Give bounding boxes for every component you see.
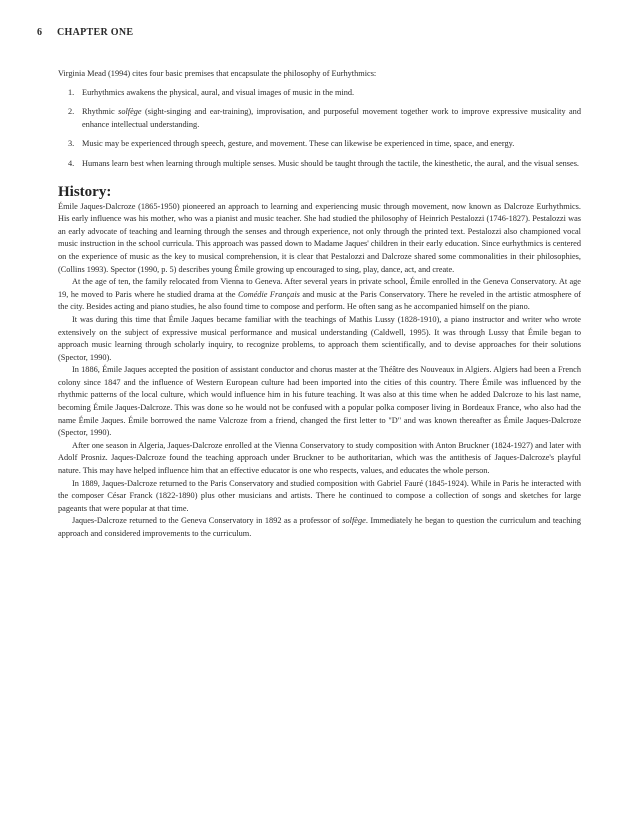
list-item-number: 2. [68,107,75,117]
text-run: Rhythmic [82,107,119,117]
text-run: (sight-singing and ear-training), improvisation, and purposeful movement together work to improve expressive musicality and enhance intellectual understanding. [82,107,581,129]
body-paragraph [58,276,581,314]
body-paragraph: In 1889, Jaques-Dalcroze returned to the Paris Conservatory and studied composition with Gabriel Fauré (1845-1924). While in Paris he interacted with the composer César Franck (1822-1890) plus other musicians and artists. There he continued to compose a collection of songs and sketches for large pageants that were popular at that time. [58,478,581,513]
italic-term: solfège [118,107,142,117]
section-heading: History: [58,183,112,200]
list-item-text: Humans learn best when learning through multiple senses. Music should be taught through the tactile, the kinesthetic, the aural, and the visual senses. [82,158,580,168]
body-paragraph: Émile Jaques-Dalcroze (1865-1950) pioneered an approach to learning and experiencing music through movement, now known as Dalcroze Eurhythmics. His early influence was his mother, who was a pianist and music teacher. She had studied the philosophy of Heinrich Pestalozzi (1746-1827). Pestalozzi was an early advocate of teaching and learning through the senses and through experience, not only through the printed text. Pestalozzi also championed vocal music instruction in the school curricula. This approach was passed down to Madame Jaques' children in their early education. Since eurhythmics is centered on the experience of music as the key to musical comprehension, it is clear that Pestalozzi and Dalcroze shared some commonalities in their philosophies, (Collins 1993). Spector (1990, p. 5) describes young Émile growing up encouraged to sing, play, dance, act, and create. [58,201,581,274]
page-number: 6 [37,27,43,38]
list-item-text: Music may be experienced through speech, gesture, and movement. These can likewise be experienced in time, space, and energy. [82,139,515,149]
text-run: At the age of ten, the family relocated from Vienna to Geneva. After several years in private school, Émile enrolled in the Geneva Conservatory. At age 19, he moved to Paris where he studied drama at the [58,277,581,299]
running-head [37,27,133,38]
text-run: and music at the Paris Conservatory. There he reveled in the artistic atmosphere of the city. Besides acting and piano studies, he also found time to compose and perform. He often sang as he accompanied himself on the piano. [58,289,581,312]
italic-term: solfège [342,516,366,526]
list-item [58,87,581,100]
list-item-number: 1. [68,87,75,97]
page-body [58,68,581,541]
body-paragraph: After one season in Algeria, Jaques-Dalcroze enrolled at the Vienna Conservatory to study composition with Anton Bruckner (1824-1927) and later with Adolf Prosniz. Jaques-Dalcroze found the teaching approach under Bruckner to be authoritarian, which was the antithesis of Jaques-Dalcroze's playful nature. This may have helped influence him that an effective educator is one who respects, values, and educates the whole person. [58,440,581,476]
body-paragraph: It was during this time that Émile Jaques became familiar with the teachings of Mathis Lussy (1828-1910), a piano instructor and writer who wrote extensively on the subject of expressive musical performance and musical understanding (Caldwell, 1995). It was through Lussy that Émile began to approach music learning through scholarly inquiry, to recognize problems, to approach them scientifically, and to devise approaches for their solutions (Spector, 1990). [58,314,581,362]
body-paragraph [58,515,581,540]
text-run: Jaques-Dalcroze returned to the Geneva Conservatory in 1892 as a professor of [72,516,343,526]
text-run: . Immediately he began to question the curriculum and teaching approach and considered improvements to the curriculum. [58,516,581,538]
list-item-text [82,107,581,129]
premises-list [58,87,581,171]
intro-paragraph: Virginia Mead (1994) cites four basic premises that encapsulate the philosophy of Eurhythmics: [58,69,377,78]
body-paragraph: In 1886, Émile Jaques accepted the position of assistant conductor and chorus master at the Théâtre des Nouveaux in Algiers. Algiers had been a French colony since 1847 and the influence of Western European culture had been imported into the cities of this country. There Émile was influenced by the rhythmic patterns of the local culture, which would influence him in his future teaching. It was also at this time when he added Dalcroze to his last name, becoming Émile Jaques-Dalcroze. This was done so he would not be confused with a popular polka composer living in Bordeaux France, who also had the name Émile Jaques. Émile borrowed the name Valcroze from a friend, changed the first letter to "D" and was known thereafter as Émile Jaques-Dalcroze (Spector, 1990). [58,365,581,438]
list-item [58,138,581,151]
list-item-number: 4. [68,158,75,168]
italic-term: Comédie Français [237,289,300,299]
list-item [58,106,581,131]
list-item [58,158,581,171]
list-item-text: Eurhythmics awakens the physical, aural, and visual images of music in the mind. [82,87,355,97]
chapter-title: CHAPTER ONE [57,27,134,38]
list-item-number: 3. [68,139,75,149]
